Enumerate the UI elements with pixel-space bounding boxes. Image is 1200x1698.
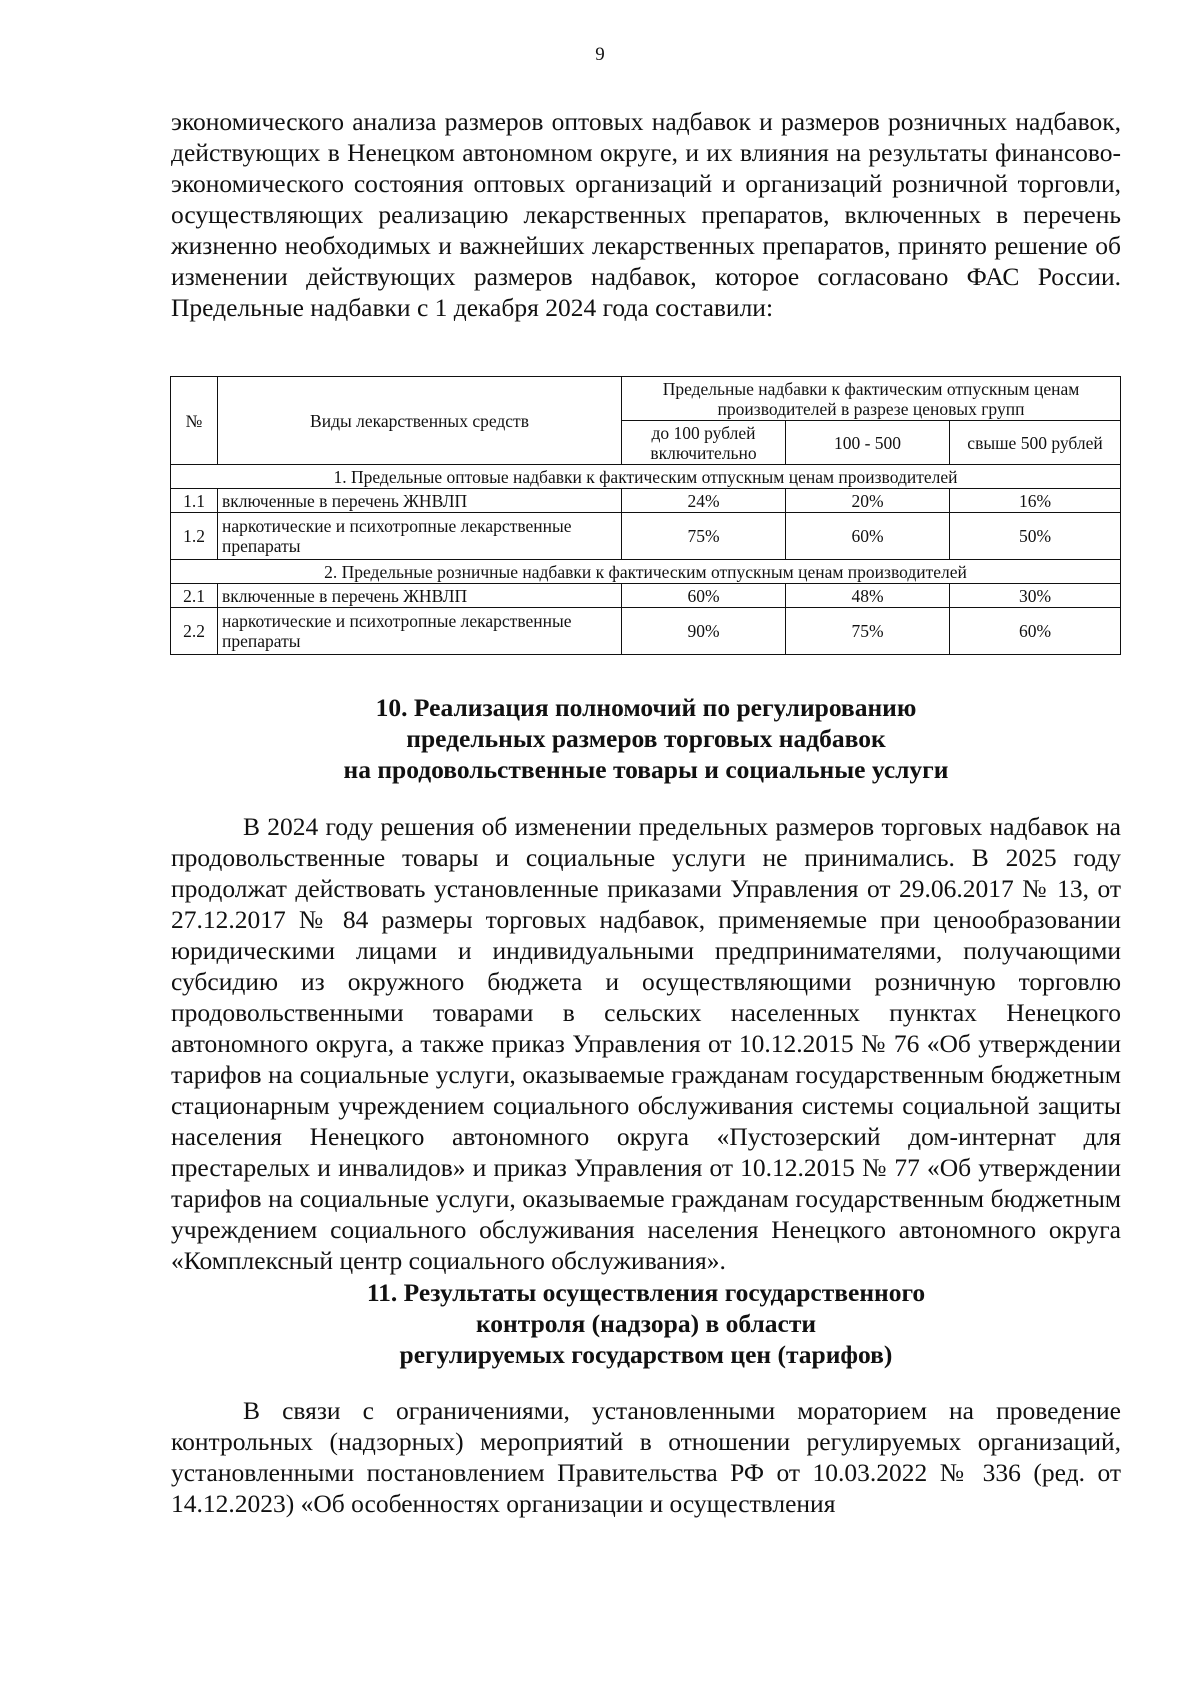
section11-paragraph: В связи с ограничениями, установленными мораторием на проведение контрольных (надзорных) мероприятий в отношении регулируемых организаций, установленными постановлением Правительства РФ от 10.03.2022 № 336 (ред. от 14.12.2023) «Об особенностях организации и осуществления [171, 1396, 1121, 1518]
heading-line: 11. Результаты осуществления государственного [366, 1278, 926, 1307]
section10-heading [171, 692, 1121, 785]
row-num: 2.1 [171, 584, 218, 608]
page-number: 9 [595, 44, 605, 65]
row-num: 1.1 [171, 489, 218, 513]
row-num: 2.2 [171, 608, 218, 655]
row-name: наркотические и психотропные лекарственные препараты [218, 608, 622, 655]
section2-title: 2. Предельные розничные надбавки к фактическим отпускным ценам производителей [171, 560, 1121, 584]
heading-line: регулируемых государством цен (тарифов) [399, 1340, 893, 1369]
row-value-3: 50% [950, 513, 1121, 560]
table-row [171, 608, 1121, 655]
table-row [171, 513, 1121, 560]
intro-paragraph: экономического анализа размеров оптовых надбавок и размеров розничных надбавок, действующих в Ненецком автономном округе, и их влияния на результаты финансово-экономического состояния оптовых организаций и организаций розничной торговли, осуществляющих реализацию лекарственных препаратов, включенных в перечень жизненно необходимых и важнейших лекарственных препаратов, принято решение об изменении действующих размеров надбавок, которое согласовано ФАС России. Предельные надбавки с 1 декабря 2024 года составили: [171, 107, 1121, 322]
row-value-3: 16% [950, 489, 1121, 513]
row-value-2: 60% [786, 513, 950, 560]
row-value-1: 24% [622, 489, 786, 513]
section10-paragraph: В 2024 году решения об изменении предельных размеров торговых надбавок на продовольственные товары и социальные услуги не принимались. В 2025 году продолжат действовать установленные приказами Управления от 29.06.2017 № 13, от 27.12.2017 № 84 размеры торговых надбавок, применяемые при ценообразовании юридическими лицами и индивидуальными предпринимателями, получающими субсидию из окружного бюджета и осуществляющими розничную торговлю продовольственными товарами в сельских населенных пунктах Ненецкого автономного округа, а также приказ Управления от 10.12.2015 № 76 «Об утверждении тарифов на социальные услуги, оказываемые гражданам государственным бюджетным стационарным учреждением социального обслуживания системы социальной защиты населения Ненецкого автономного округа «Пустозерский дом-интернат для престарелых и инвалидов» и приказ Управления от 10.12.2015 № 77 «Об утверждении тарифов на социальные услуги, оказываемые гражданам государственным бюджетным учреждением социального обслуживания населения Ненецкого автономного округа «Комплексный центр социального обслуживания». [171, 812, 1121, 1275]
table-row [171, 584, 1121, 608]
header-col-over-500: свыше 500 рублей [950, 421, 1121, 465]
heading-line: контроля (надзора) в области [475, 1309, 817, 1338]
section1-title: 1. Предельные оптовые надбавки к фактическим отпускным ценам производителей [171, 465, 1121, 489]
markup-table [170, 376, 1121, 655]
header-col-up-to-100: до 100 рублей включительно [622, 421, 786, 465]
row-name: включенные в перечень ЖНВЛП [218, 584, 622, 608]
header-group-title: Предельные надбавки к фактическим отпускным ценам производителей в разрезе ценовых групп [622, 377, 1121, 421]
row-value-3: 60% [950, 608, 1121, 655]
table-row [171, 489, 1121, 513]
row-name: наркотические и психотропные лекарственные препараты [218, 513, 622, 560]
row-value-1: 90% [622, 608, 786, 655]
header-num: № [171, 377, 218, 465]
row-value-3: 30% [950, 584, 1121, 608]
row-value-2: 20% [786, 489, 950, 513]
header-drug-types: Виды лекарственных средств [218, 377, 622, 465]
row-value-1: 60% [622, 584, 786, 608]
header-col-100-500: 100 - 500 [786, 421, 950, 465]
row-value-1: 75% [622, 513, 786, 560]
section11-heading [171, 1277, 1121, 1370]
heading-line: предельных размеров торговых надбавок [406, 724, 886, 753]
heading-line: на продовольственные товары и социальные услуги [343, 755, 949, 784]
row-num: 1.2 [171, 513, 218, 560]
row-value-2: 75% [786, 608, 950, 655]
heading-line: 10. Реализация полномочий по регулированию [375, 693, 917, 722]
row-value-2: 48% [786, 584, 950, 608]
row-name: включенные в перечень ЖНВЛП [218, 489, 622, 513]
